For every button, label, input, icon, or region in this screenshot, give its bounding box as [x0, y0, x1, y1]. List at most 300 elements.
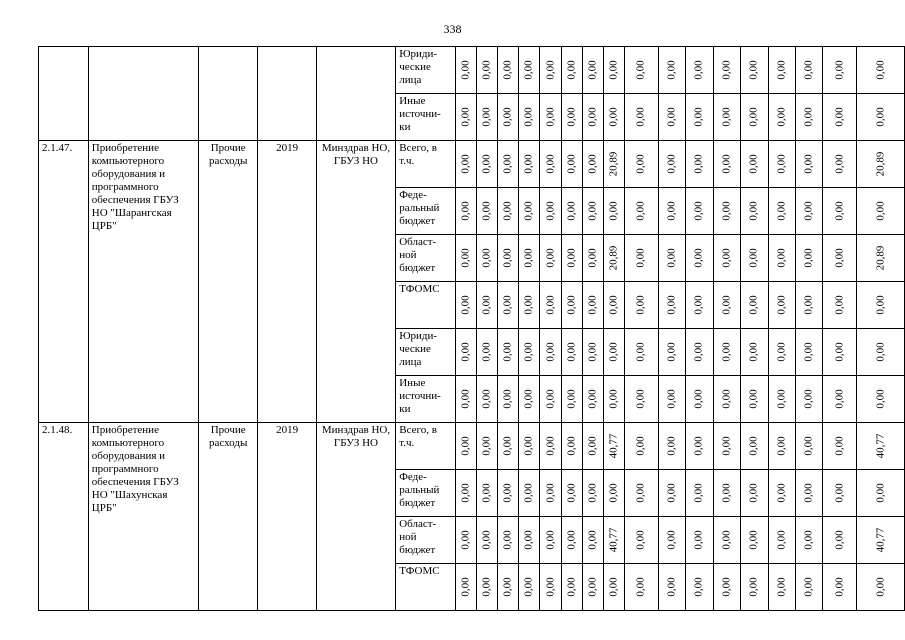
value-cell: [823, 141, 857, 188]
value-cell: [713, 564, 740, 611]
value-text: 0,00: [747, 342, 760, 362]
value-cell: [658, 329, 685, 376]
value-cell: [519, 517, 540, 564]
value-cell: [658, 376, 685, 423]
value-cell: [741, 47, 768, 94]
value-text: 0,00: [720, 436, 733, 456]
value-text: 0,00: [501, 107, 514, 127]
value-text: 0,00: [544, 577, 556, 597]
value-cell: [713, 423, 740, 470]
value-cell: [768, 564, 795, 611]
value-cell: [561, 282, 582, 329]
value-text: 0,00: [480, 201, 493, 221]
value-text: 0,00: [775, 530, 788, 550]
value-text: 0,00: [501, 295, 514, 315]
source-cell: Феде- ральный бюджет: [396, 188, 456, 235]
value-cell: [603, 94, 624, 141]
value-text: 0,00: [634, 60, 647, 80]
value-cell: [519, 329, 540, 376]
value-text: 0,00: [586, 483, 599, 503]
value-cell: [582, 235, 603, 282]
value-cell: [498, 94, 519, 141]
value-text: 0,00: [522, 201, 535, 221]
value-text: 0,00: [747, 436, 760, 456]
value-text: 0,00: [802, 530, 815, 550]
value-cell: [686, 517, 713, 564]
value-cell: [795, 470, 822, 517]
value-text: 0,00: [586, 295, 599, 315]
value-cell: [686, 282, 713, 329]
value-text: 0,00: [802, 201, 815, 221]
value-cell: [456, 94, 477, 141]
value-text: 0,00: [459, 248, 472, 268]
value-text: 0,00: [565, 201, 578, 221]
value-cell: [582, 564, 603, 611]
value-cell: [477, 517, 498, 564]
source-cell: Феде- ральный бюджет: [396, 470, 456, 517]
value-cell: [823, 282, 857, 329]
value-cell: [768, 470, 795, 517]
value-cell: [823, 235, 857, 282]
value-text: 0,00: [459, 201, 472, 221]
value-text: 0,00: [459, 60, 472, 80]
value-text: 0,00: [747, 248, 760, 268]
value-cell: [477, 329, 498, 376]
value-cell: [713, 470, 740, 517]
value-cell: [624, 94, 658, 141]
value-cell: [603, 235, 624, 282]
value-cell: [477, 423, 498, 470]
value-cell: [498, 141, 519, 188]
value-text: 0,00: [607, 342, 620, 362]
value-cell: [686, 94, 713, 141]
value-text: 0,00: [720, 483, 733, 503]
code-cell: 2.1.47.: [39, 141, 89, 423]
code-cell: 2.1.48.: [39, 423, 89, 611]
value-text: 0,00: [522, 60, 535, 80]
value-cell: [795, 282, 822, 329]
value-cell: [540, 517, 561, 564]
executor-cell: Минздрав НО, ГБУЗ НО: [316, 423, 396, 611]
type-cell: Прочие расходы: [198, 423, 258, 611]
value-cell: [477, 188, 498, 235]
year-cell: [258, 47, 316, 141]
value-text: 0,00: [874, 483, 887, 503]
value-cell: [540, 235, 561, 282]
value-cell: [658, 564, 685, 611]
value-cell: [624, 564, 658, 611]
value-cell: [713, 329, 740, 376]
value-text: 0,00: [692, 201, 705, 221]
value-text: 0,00: [775, 342, 788, 362]
value-text: 0,00: [747, 530, 760, 550]
value-cell: [658, 282, 685, 329]
value-text: 0,00: [775, 107, 788, 127]
value-text: 0,00: [833, 201, 846, 221]
value-text: 0,00: [522, 436, 535, 456]
value-cell: [561, 470, 582, 517]
value-text: 0,00: [634, 107, 647, 127]
value-cell: [540, 47, 561, 94]
value-text: 0,00: [634, 295, 647, 315]
value-text: 0,00: [833, 107, 846, 127]
value-cell: [823, 376, 857, 423]
value-text: 40,77: [874, 433, 887, 459]
value-text: 0,00: [459, 389, 472, 409]
value-cell: [477, 47, 498, 94]
value-cell: [498, 564, 519, 611]
value-cell: [624, 235, 658, 282]
value-text: 0,00: [522, 342, 535, 362]
value-cell: [795, 141, 822, 188]
value-text: 0,00: [501, 577, 514, 597]
value-cell: [540, 329, 561, 376]
value-text: 0,00: [459, 107, 472, 127]
value-text: 0,00: [522, 530, 535, 550]
value-text: 0,00: [586, 577, 599, 597]
value-text: 0,00: [775, 389, 788, 409]
value-text: 0,00: [544, 483, 556, 503]
value-cell: [713, 282, 740, 329]
value-text: 0,00: [565, 342, 578, 362]
value-text: 0,00: [586, 201, 599, 221]
value-text: 0,00: [544, 530, 556, 550]
value-cell: [561, 141, 582, 188]
value-text: 0,00: [692, 389, 705, 409]
value-cell: [582, 282, 603, 329]
source-cell: Иные источни- ки: [396, 94, 456, 141]
value-text: 0,00: [802, 60, 815, 80]
value-text: 0,00: [634, 342, 647, 362]
value-cell: [741, 282, 768, 329]
value-cell: [519, 423, 540, 470]
value-cell: [741, 188, 768, 235]
value-text: 0,00: [833, 154, 846, 174]
source-cell: Юриди- ческие лица: [396, 47, 456, 94]
value-cell: [561, 329, 582, 376]
value-text: 0,00: [544, 436, 556, 456]
value-text: 0,00: [692, 577, 705, 597]
value-cell: [741, 423, 768, 470]
value-text: 0,00: [544, 107, 556, 127]
value-cell: [456, 517, 477, 564]
value-text: 0,00: [775, 201, 788, 221]
value-cell: [658, 188, 685, 235]
value-text: 0,00: [874, 201, 887, 221]
value-cell: [795, 94, 822, 141]
value-text: 0,00: [607, 295, 620, 315]
value-cell: [498, 235, 519, 282]
value-text: 0,00: [459, 436, 472, 456]
value-text: 0,00: [802, 436, 815, 456]
value-text: 0,00: [565, 60, 578, 80]
value-text: 0,00: [565, 389, 578, 409]
value-cell: [857, 376, 905, 423]
table-row: [39, 423, 905, 470]
value-cell: [624, 141, 658, 188]
value-text: 0,00: [775, 577, 788, 597]
value-cell: [519, 188, 540, 235]
value-cell: [603, 188, 624, 235]
value-text: 0,00: [775, 60, 788, 80]
value-text: 0,00: [833, 483, 846, 503]
value-cell: [857, 329, 905, 376]
value-cell: [582, 470, 603, 517]
value-cell: [686, 329, 713, 376]
value-text: 0,00: [607, 201, 620, 221]
value-cell: [741, 94, 768, 141]
value-text: 0,00: [480, 342, 493, 362]
value-text: 40,77: [607, 527, 620, 553]
value-cell: [768, 423, 795, 470]
value-cell: [713, 141, 740, 188]
value-cell: [686, 470, 713, 517]
value-text: 0,00: [720, 248, 733, 268]
value-text: 0,00: [720, 201, 733, 221]
value-cell: [857, 470, 905, 517]
value-cell: [582, 423, 603, 470]
source-cell: Всего, в т.ч.: [396, 423, 456, 470]
value-text: 0,00: [480, 295, 493, 315]
table-row: [39, 141, 905, 188]
value-cell: [857, 188, 905, 235]
value-cell: [795, 423, 822, 470]
value-cell: [823, 94, 857, 141]
value-text: 20,89: [874, 151, 887, 177]
value-text: 0,00: [720, 530, 733, 550]
value-text: 0,00: [565, 530, 578, 550]
value-text: 0,00: [586, 436, 599, 456]
value-cell: [498, 376, 519, 423]
value-cell: [686, 376, 713, 423]
value-cell: [456, 470, 477, 517]
value-cell: [498, 423, 519, 470]
value-text: 0,00: [634, 577, 647, 597]
source-cell: Иные источни- ки: [396, 376, 456, 423]
value-text: 0,00: [802, 154, 815, 174]
value-text: 0,00: [565, 295, 578, 315]
value-cell: [741, 329, 768, 376]
value-text: 0,00: [501, 342, 514, 362]
source-cell: ТФОМС: [396, 564, 456, 611]
value-cell: [857, 47, 905, 94]
value-cell: [741, 235, 768, 282]
value-text: 0,00: [833, 530, 846, 550]
value-text: 0,00: [634, 530, 647, 550]
value-text: 0,00: [775, 436, 788, 456]
value-cell: [624, 47, 658, 94]
value-cell: [498, 188, 519, 235]
value-text: 0,00: [692, 107, 705, 127]
value-text: 0,00: [634, 483, 647, 503]
value-cell: [456, 141, 477, 188]
value-text: 0,00: [586, 107, 599, 127]
value-cell: [477, 564, 498, 611]
value-cell: [713, 235, 740, 282]
value-text: 0,00: [665, 389, 678, 409]
value-text: 0,00: [544, 154, 556, 174]
value-text: 0,00: [501, 389, 514, 409]
value-cell: [768, 517, 795, 564]
value-cell: [624, 329, 658, 376]
value-cell: [857, 94, 905, 141]
table-row: [39, 47, 905, 94]
value-cell: [456, 188, 477, 235]
value-cell: [658, 141, 685, 188]
value-text: 0,00: [665, 107, 678, 127]
value-cell: [456, 235, 477, 282]
value-text: 0,00: [459, 483, 472, 503]
value-text: 0,00: [692, 60, 705, 80]
value-cell: [498, 47, 519, 94]
value-cell: [857, 564, 905, 611]
value-text: 0,00: [634, 154, 647, 174]
value-cell: [857, 235, 905, 282]
value-cell: [857, 141, 905, 188]
value-text: 0,00: [802, 107, 815, 127]
value-cell: [540, 423, 561, 470]
name-cell: Приобретение компьютерного оборудования и программного обеспечения ГБУЗ НО "Шахунская ЦРБ": [88, 423, 198, 611]
value-text: 0,00: [833, 577, 846, 597]
value-cell: [795, 376, 822, 423]
value-cell: [519, 282, 540, 329]
value-cell: [686, 235, 713, 282]
value-cell: [768, 47, 795, 94]
value-text: 0,00: [607, 389, 620, 409]
source-cell: Юриди- ческие лица: [396, 329, 456, 376]
value-cell: [540, 94, 561, 141]
value-cell: [658, 470, 685, 517]
value-text: 0,00: [775, 248, 788, 268]
value-text: 0,00: [802, 577, 815, 597]
value-text: 0,00: [634, 436, 647, 456]
value-cell: [857, 423, 905, 470]
value-cell: [823, 188, 857, 235]
value-text: 0,00: [665, 530, 678, 550]
value-cell: [658, 94, 685, 141]
value-text: 0,00: [665, 577, 678, 597]
value-cell: [540, 470, 561, 517]
value-text: 0,00: [480, 530, 493, 550]
value-cell: [456, 564, 477, 611]
name-cell: [88, 47, 198, 141]
value-cell: [582, 141, 603, 188]
value-text: 0,00: [607, 60, 620, 80]
value-cell: [795, 329, 822, 376]
value-text: 0,00: [720, 107, 733, 127]
value-cell: [795, 564, 822, 611]
value-text: 0,00: [747, 295, 760, 315]
value-cell: [823, 47, 857, 94]
value-cell: [456, 329, 477, 376]
value-cell: [603, 376, 624, 423]
value-text: 0,00: [720, 60, 733, 80]
value-cell: [624, 188, 658, 235]
value-text: 0,00: [634, 201, 647, 221]
value-cell: [713, 188, 740, 235]
value-cell: [519, 376, 540, 423]
value-text: 0,00: [501, 201, 514, 221]
value-text: 0,00: [692, 295, 705, 315]
value-cell: [768, 188, 795, 235]
value-cell: [498, 282, 519, 329]
value-text: 0,00: [586, 154, 599, 174]
value-text: 0,00: [747, 201, 760, 221]
value-cell: [456, 376, 477, 423]
value-text: 0,00: [833, 389, 846, 409]
value-cell: [603, 47, 624, 94]
value-cell: [741, 470, 768, 517]
value-cell: [456, 47, 477, 94]
value-cell: [686, 188, 713, 235]
value-text: 0,00: [501, 248, 514, 268]
value-text: 0,00: [874, 342, 887, 362]
value-cell: [561, 564, 582, 611]
value-cell: [658, 517, 685, 564]
value-cell: [519, 564, 540, 611]
value-cell: [477, 94, 498, 141]
value-text: 0,00: [480, 60, 493, 80]
value-cell: [768, 235, 795, 282]
value-text: 0,00: [802, 389, 815, 409]
value-cell: [795, 188, 822, 235]
value-cell: [519, 94, 540, 141]
value-text: 0,00: [607, 483, 620, 503]
value-cell: [540, 188, 561, 235]
value-cell: [603, 423, 624, 470]
value-text: 0,00: [665, 248, 678, 268]
value-text: 0,00: [833, 436, 846, 456]
value-cell: [561, 94, 582, 141]
value-cell: [795, 47, 822, 94]
value-cell: [582, 376, 603, 423]
value-cell: [561, 517, 582, 564]
value-cell: [582, 517, 603, 564]
value-text: 0,00: [720, 577, 733, 597]
value-text: 0,00: [692, 436, 705, 456]
value-cell: [561, 376, 582, 423]
value-text: 0,00: [665, 201, 678, 221]
value-text: 0,00: [501, 60, 514, 80]
value-cell: [498, 517, 519, 564]
source-cell: ТФОМС: [396, 282, 456, 329]
value-text: 0,00: [565, 436, 578, 456]
value-text: 0,00: [544, 389, 556, 409]
value-cell: [658, 423, 685, 470]
value-text: 20,89: [874, 245, 887, 271]
value-text: 0,00: [833, 248, 846, 268]
value-cell: [519, 470, 540, 517]
value-text: 0,00: [692, 342, 705, 362]
value-text: 0,00: [522, 295, 535, 315]
name-cell: Приобретение компьютерного оборудования и программного обеспечения ГБУЗ НО "Шарангская ЦРБ": [88, 141, 198, 423]
value-cell: [768, 329, 795, 376]
value-text: 0,00: [607, 107, 620, 127]
value-text: 0,00: [802, 248, 815, 268]
value-cell: [561, 423, 582, 470]
value-text: 0,00: [459, 154, 472, 174]
value-cell: [603, 517, 624, 564]
value-text: 0,00: [501, 483, 514, 503]
value-cell: [741, 141, 768, 188]
value-text: 0,00: [747, 107, 760, 127]
value-text: 0,00: [634, 389, 647, 409]
value-text: 0,00: [522, 389, 535, 409]
value-cell: [713, 94, 740, 141]
value-text: 0,00: [565, 577, 578, 597]
value-cell: [713, 376, 740, 423]
value-cell: [823, 564, 857, 611]
